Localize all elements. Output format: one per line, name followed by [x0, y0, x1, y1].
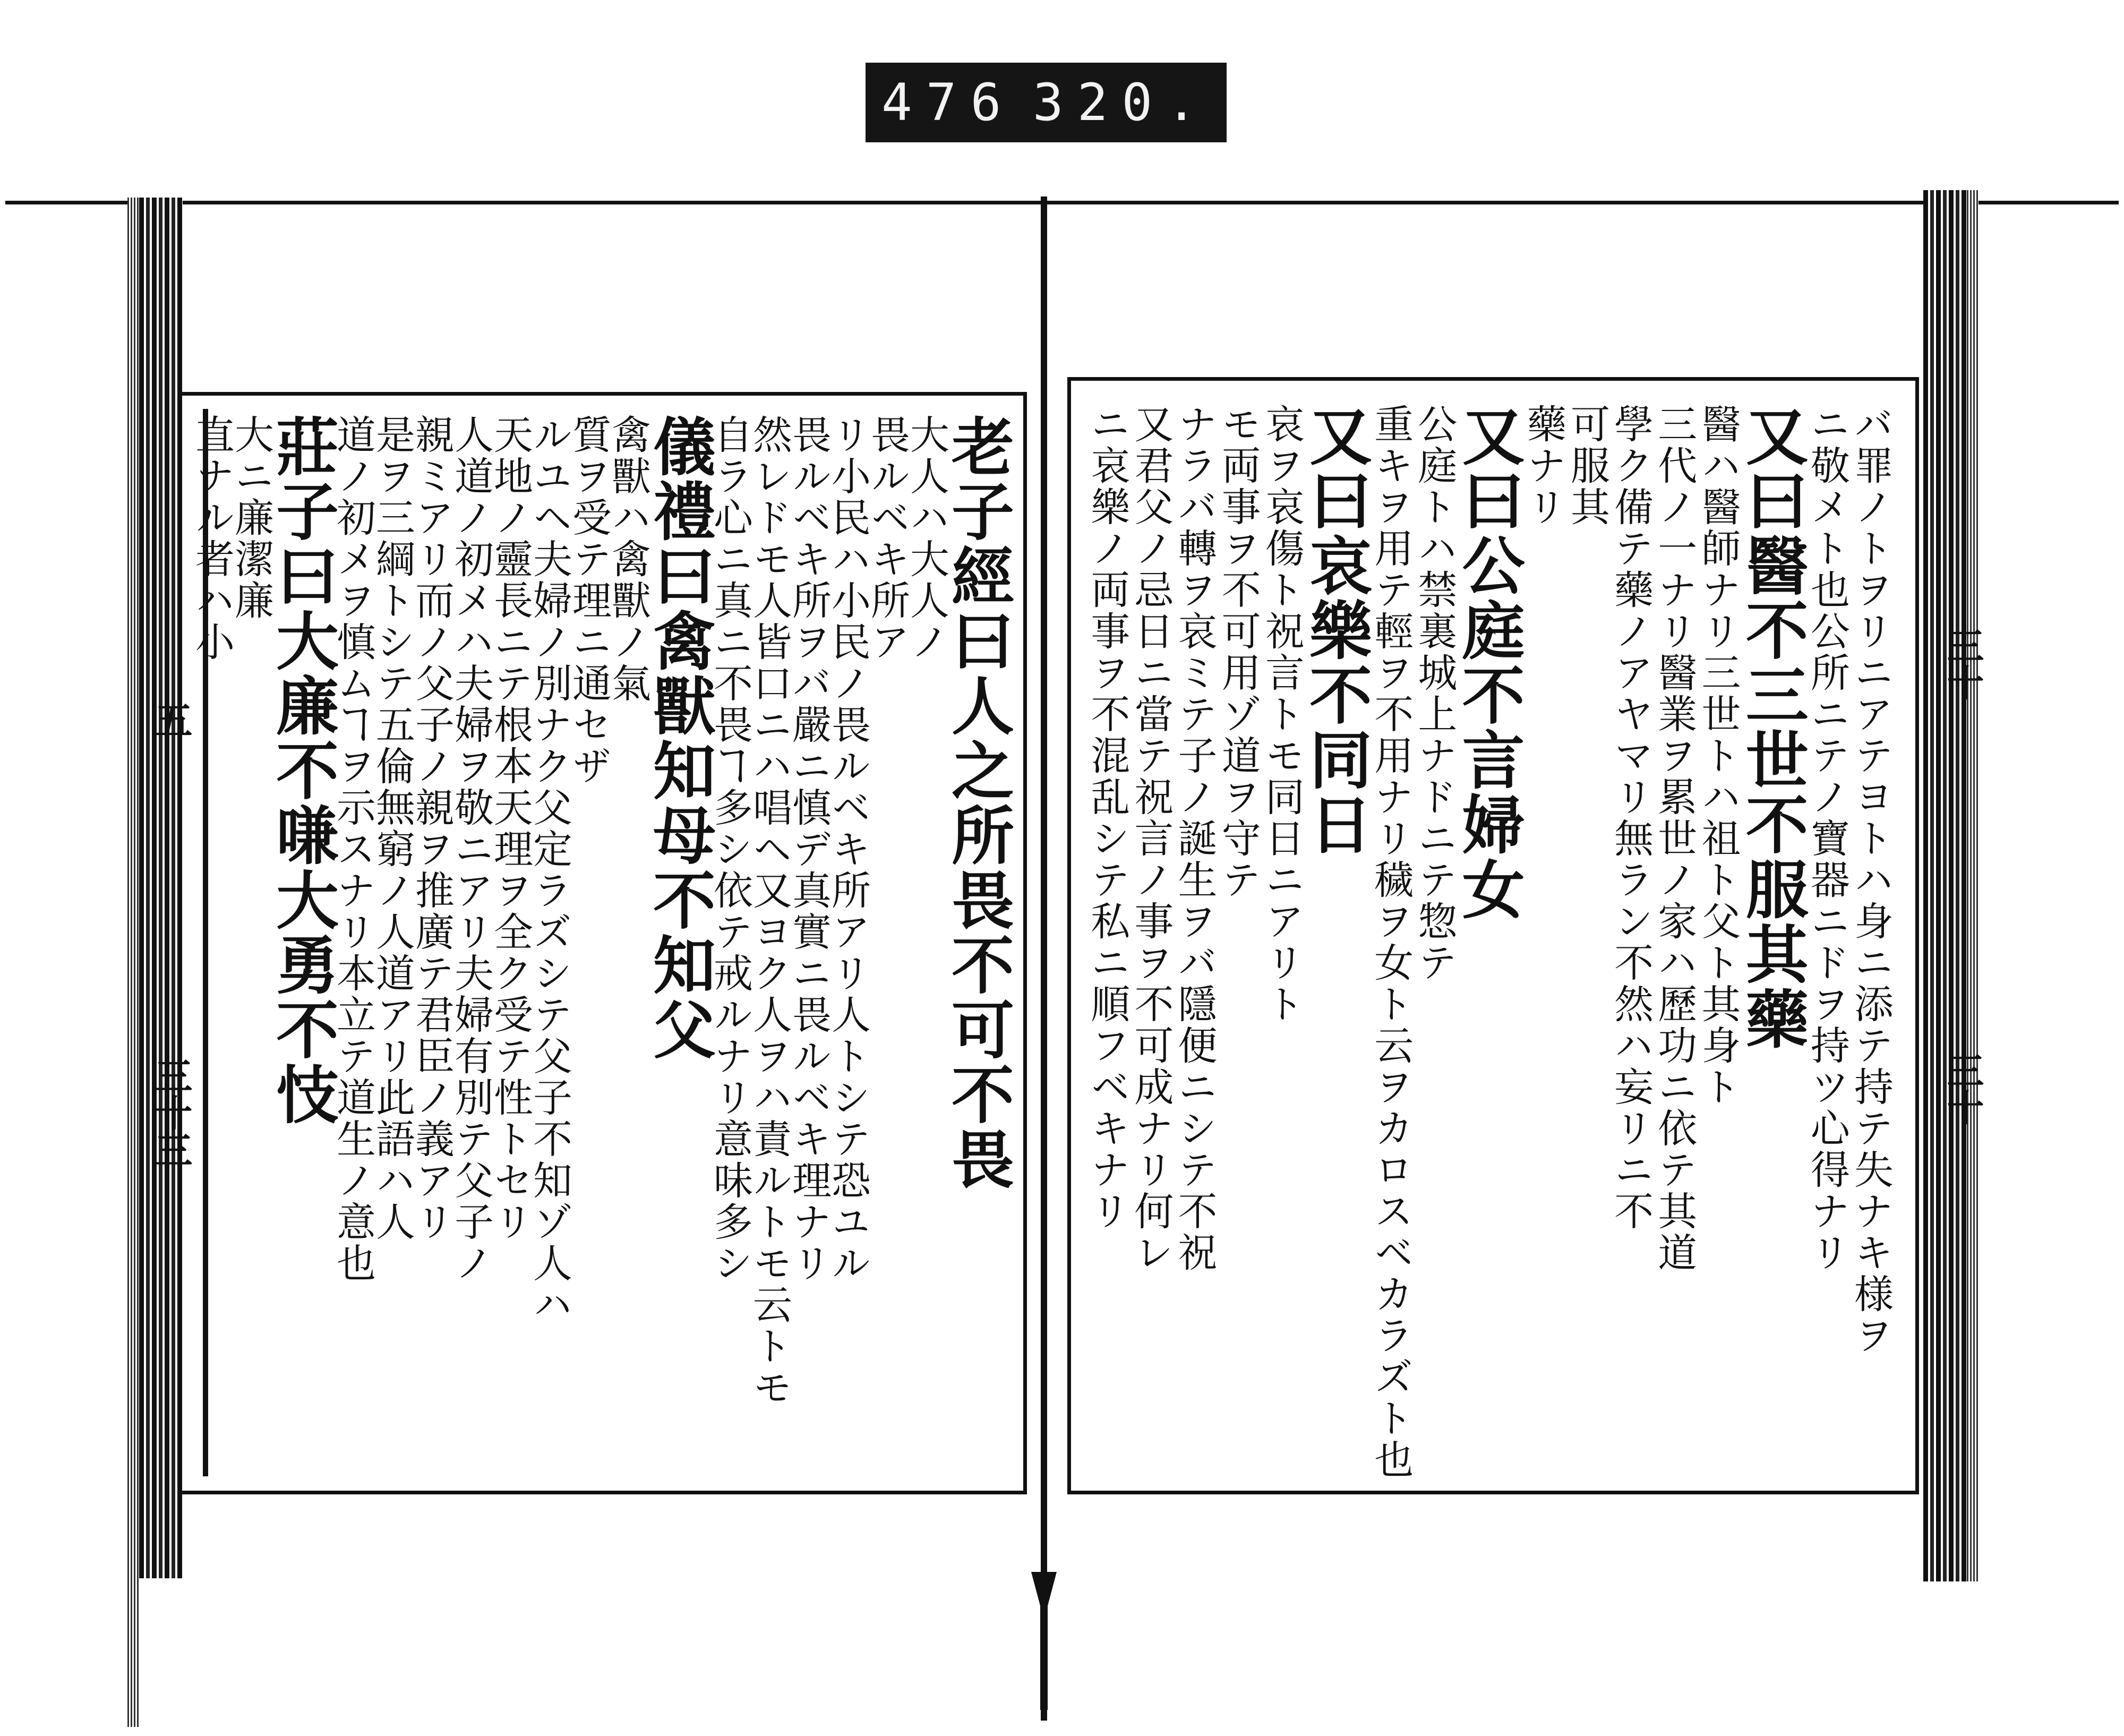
heading-column: 又曰醫不三世不服其藥	[1735, 404, 1809, 1051]
left-page-text	[189, 414, 1015, 1476]
archive-number-left: 476	[881, 73, 1015, 132]
spine-arrow-icon	[1029, 1572, 1059, 1710]
text-column: 直ナル者ハ小	[189, 414, 235, 663]
text-column: ニ敬メト也公所ニテノ寶器ニドヲ持ツ心得ナリ	[1804, 404, 1850, 1273]
book-spine	[1041, 196, 1047, 1721]
right-page-text	[1083, 404, 1894, 1481]
right-book-edge	[1923, 190, 1967, 1581]
text-column: リ小民ハ小民ノ畏ルベキ所アリ人トシテ恐ユル	[825, 414, 871, 1284]
text-column: 學ク備テ藥ノアヤマリ無ラン不然ハ妄リニ不	[1608, 404, 1654, 1232]
text-column: 自ラ心ニ真ニ不畏ヿ多シ依テ戒ルナリ意味多シ	[707, 414, 753, 1284]
scan-top-rule	[5, 201, 2119, 204]
text-column: 醫ハ醫師ナリ三世トハ祖ト父ト其身ト	[1695, 404, 1741, 1108]
text-column: 畏ルベキ所ア	[864, 414, 910, 663]
heading-column: 儀禮曰禽獸知母不知父	[643, 414, 716, 1062]
text-column: 哀ヲ哀傷ト祝言トモ同日ニアリト	[1258, 404, 1305, 1025]
text-column: 又君父ノ忌日ニ當テ祝言ノ事ヲ不可成ナリ何レ	[1128, 404, 1174, 1273]
text-column: バ罪ノトヲリニアテヨトハ身ニ添テ持テ失ナキ様ヲ	[1848, 404, 1894, 1356]
right-book-edge-outer	[1967, 190, 1979, 1581]
left-margin-mark: 五	[149, 701, 193, 738]
text-column: 親ミアリ而ノ父子ノ親ヲ推廣テ君臣ノ義アリ	[409, 414, 455, 1243]
text-column: ルユヘ夫婦ノ別ナク父定ラズシテ父子不知ゾ人ハ	[527, 414, 572, 1325]
text-column: 天地ノ靈長ニテ根本天理ヲ全ク受テ性トセリ	[487, 414, 533, 1243]
text-column: ニ哀樂ノ両事ヲ不混乱シテ私ニ順フベキナリ	[1084, 404, 1130, 1232]
right-margin-mark-upper: 三十	[1941, 627, 1985, 701]
text-column: モ両事ヲ不可用ゾ道ヲ守テ	[1215, 404, 1261, 901]
archive-label	[866, 63, 1227, 142]
left-book-edge	[139, 198, 183, 1578]
text-column: ナラバ轉ヲ哀ミテ子ノ誕生ヲバ隱便ニシテ不祝	[1171, 404, 1218, 1273]
text-column: 三代ノ一ナリ醫業ヲ累世ノ家ハ歷功ニ依テ其道	[1651, 404, 1698, 1273]
heading-column: 又曰公庭不言婦女	[1451, 404, 1526, 922]
text-column: 道ノ初メヲ慎ムヿヲ示スナリ本立テ道生ノ意也	[330, 414, 376, 1284]
text-column: 禽獸ハ禽獸ノ氣	[605, 414, 651, 704]
archive-number-right: 320.	[1032, 73, 1211, 132]
left-margin-mark-lower: 三十三	[149, 1057, 193, 1168]
heading-column: 又曰哀樂不同日	[1299, 404, 1373, 857]
right-margin-mark-lower: 三十	[1941, 1051, 1985, 1126]
left-book-edge-outer	[127, 198, 139, 1727]
text-column: 公庭トハ禁裏城上ナドニテ惣テ	[1411, 404, 1458, 984]
text-column: 畏ルベキ所ヲバ嚴ニ慎デ真實ニ畏ルベキ理ナリ	[786, 414, 832, 1284]
text-column: 藥ナリ	[1520, 404, 1566, 528]
text-column: 大ニ廉潔廉	[228, 414, 274, 621]
text-column: 人道ノ初メハ夫婦ヲ敬ニアリ夫婦有別テ父子ノ	[448, 414, 494, 1284]
text-column: 大人ハ大人ノ	[904, 414, 949, 663]
text-column: 可服其	[1564, 404, 1610, 528]
text-column: 重キヲ用テ輕ヲ不用ナリ穢ヲ女ト云ヲカロスベカラズト也	[1368, 404, 1414, 1481]
text-column: 是ヲ三綱トシテ五倫無窮ノ人道アリ此語ハ人	[370, 414, 415, 1243]
text-column: 然レドモ人皆口ニハ唱ヘ又ヨク人ヲハ責ルトモ云トモ	[747, 414, 792, 1408]
heading-column: 莊子曰大廉不嗛大勇不忮	[266, 414, 339, 1127]
text-column: 質ヲ受テ理ニ通セザ	[566, 414, 612, 787]
heading-column: 老子經曰人之所畏不可不畏	[941, 414, 1015, 1192]
